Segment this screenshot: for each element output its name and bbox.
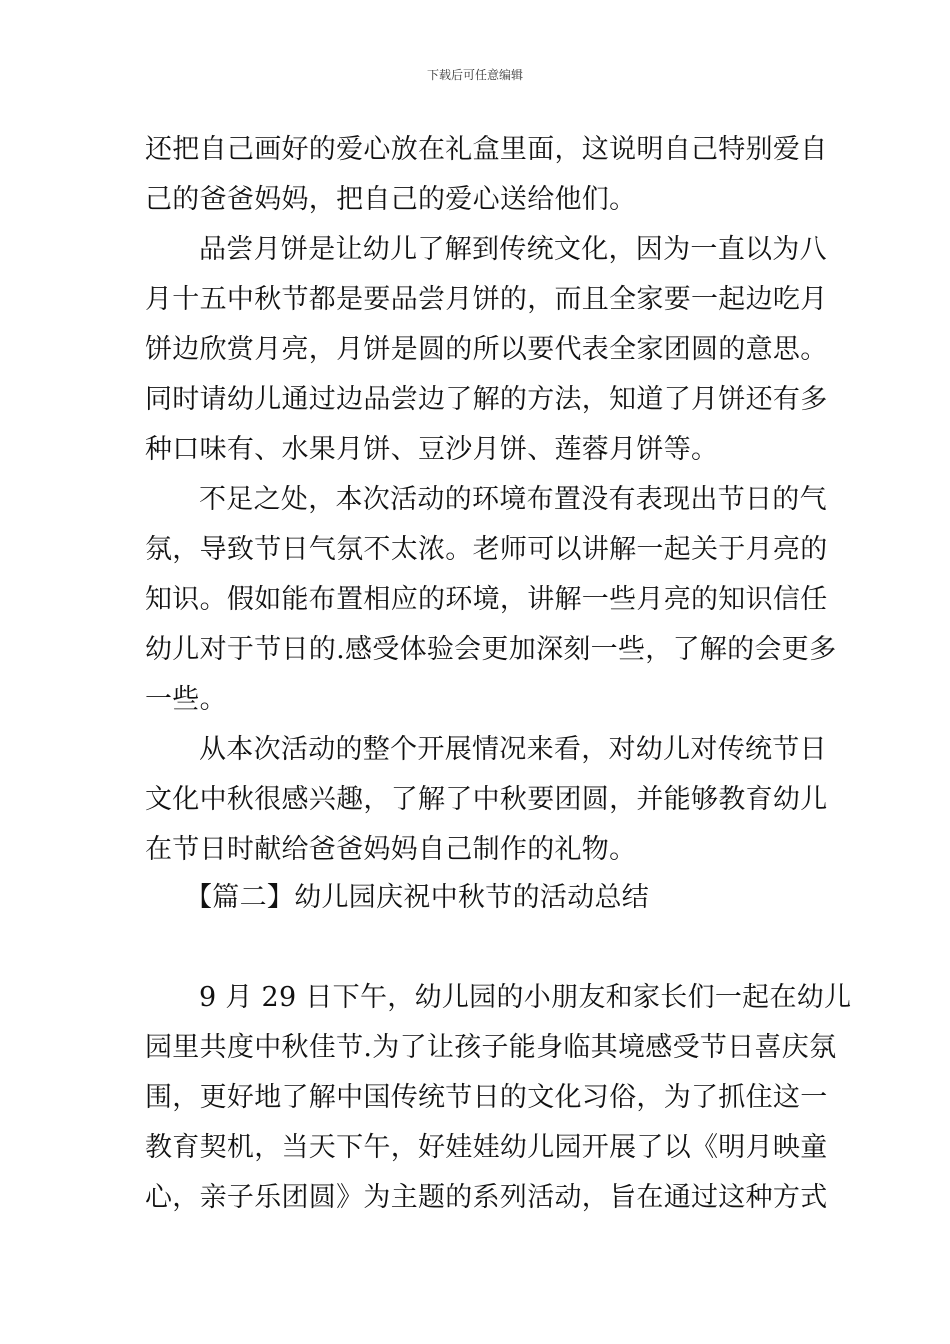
text-line: 文化中秋很感兴趣，了解了中秋要团圆，并能够教育幼儿	[145, 784, 828, 815]
text-line: 还把自己画好的爱心放在礼盒里面，这说明自己特别爱自	[145, 134, 828, 165]
text-line: 品尝月饼是让幼儿了解到传统文化，因为一直以为八	[199, 234, 827, 265]
text-line: 饼边欣赏月亮，月饼是圆的所以要代表全家团圆的意思。	[145, 334, 828, 365]
text-line: 同时请幼儿通过边品尝边了解的方法，知道了月饼还有多	[145, 384, 828, 415]
text-line: 不足之处，本次活动的环境布置没有表现出节日的气	[199, 484, 827, 515]
text-line: 心，亲子乐团圆》为主题的系列活动，旨在通过这种方式	[145, 1182, 828, 1213]
text-line: 教育契机，当天下午，好娃娃幼儿园开展了以《明月映童	[145, 1132, 828, 1163]
text-line: 种口味有、水果月饼、豆沙月饼、莲蓉月饼等。	[145, 434, 719, 465]
text-line: 9 月 29 日下午，幼儿园的小朋友和家长们一起在幼儿	[199, 982, 852, 1013]
text-line: 一些。	[145, 684, 227, 715]
text-line: 围，更好地了解中国传统节日的文化习俗，为了抓住这一	[145, 1082, 828, 1113]
text-line: 知识。假如能布置相应的环境，讲解一些月亮的知识信任	[145, 584, 828, 615]
section-heading: 【篇二】幼儿园庆祝中秋节的活动总结	[185, 882, 650, 913]
text-line: 己的爸爸妈妈，把自己的爱心送给他们。	[145, 184, 637, 215]
text-line: 从本次活动的整个开展情况来看，对幼儿对传统节日	[199, 734, 827, 765]
page-header: 下载后可任意编辑	[426, 68, 523, 82]
text-line: 园里共度中秋佳节.为了让孩子能身临其境感受节日喜庆氛	[145, 1032, 837, 1063]
text-line: 在节日时献给爸爸妈妈自己制作的礼物。	[145, 834, 637, 865]
text-line: 幼儿对于节日的.感受体验会更加深刻一些，了解的会更多	[145, 634, 837, 665]
text-line: 氛，导致节日气氛不太浓。老师可以讲解一起关于月亮的	[145, 534, 828, 565]
text-line: 月十五中秋节都是要品尝月饼的，而且全家要一起边吃月	[145, 284, 828, 315]
